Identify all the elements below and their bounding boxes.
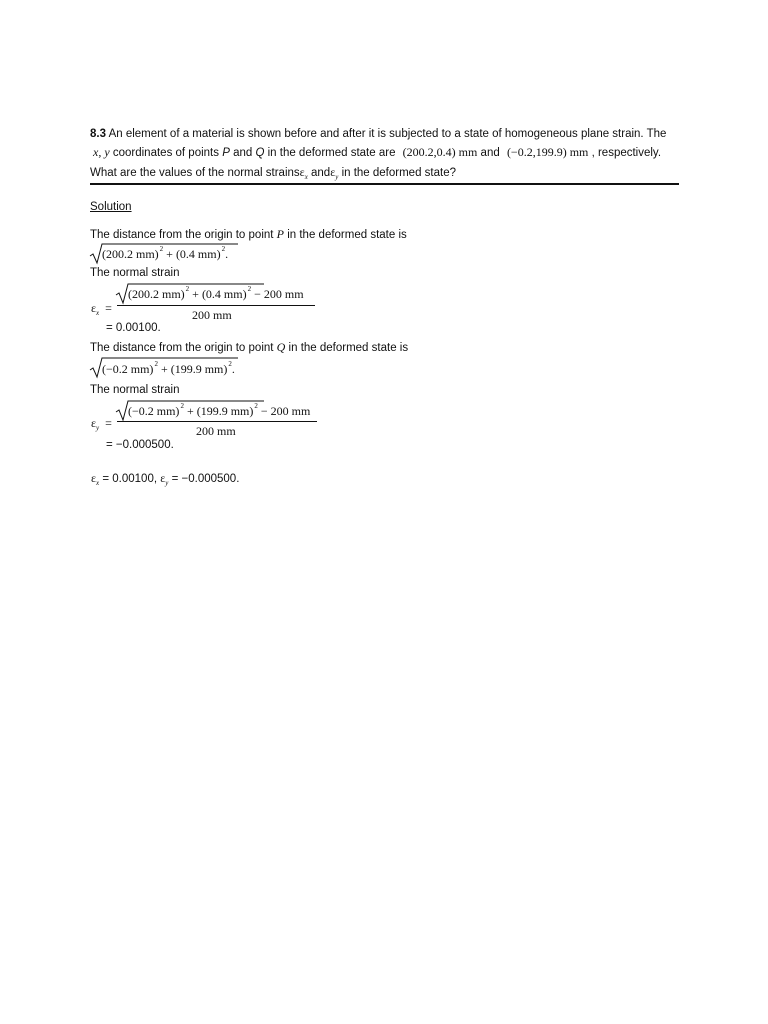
problem-text-1: An element of a material is shown before and after it is subjected to a state of homogeneous plane strain. The [108,128,667,140]
point-q: Q [255,147,265,159]
problem-line-1 [90,128,666,140]
final-ex-value: = 0.00100, [102,473,158,485]
ey-numerator: (−0.2 mm)$^2$ + (199.9 mm)$^2$ − 200 mm [128,402,311,418]
final-ey-value: = −0.000500. [171,473,240,485]
dist-q-expr: (−0.2 mm)$^2$ + (199.9 mm)$^2$. [102,360,235,376]
ex-fraction-bar [117,305,315,306]
final-eps-y: $\varepsilon_y$ [160,471,169,487]
coord-p: (200.2,0.4) mm [402,145,478,159]
ex-denominator: 200 mm [192,308,232,322]
respectively: , respectively. [591,147,662,159]
problem-text-2: coordinates of points [112,147,219,159]
coords-var: x, y [93,145,110,159]
ey-denominator: 200 mm [196,424,236,438]
dist-q-line: The distance from the origin to point Q in the deformed state is [90,340,409,354]
question-a: What are the values of the normal strains [90,167,300,179]
ex-numerator: (200.2 mm)$^2$ + (0.4 mm)$^2$ − 200 mm [128,285,304,301]
problem-text-3: in the deformed state are [267,147,396,159]
normal-strain-label-1: The normal strain [90,267,180,279]
problem-line-3 [90,165,456,180]
problem-line-2 [93,145,661,160]
eps-x: $\varepsilon_x$ [299,165,308,181]
question-b: in the deformed state? [341,167,456,179]
and-2: and [480,147,500,159]
and-3: and [311,167,331,179]
ey-fraction-bar [117,421,317,422]
divider-rule [90,183,679,185]
final-answer [91,471,239,486]
final-eps-x: $\varepsilon_x$ [91,471,100,487]
point-p: P [222,147,230,159]
dist-p-line: The distance from the origin to point P in the deformed state is [90,227,407,241]
coord-q: (−0.2,199.9) mm [506,145,589,159]
ex-result: = 0.00100. [106,322,161,334]
eps-y: $\varepsilon_y$ [330,165,339,181]
ey-lhs: $\varepsilon_y$ = [91,416,112,432]
and-1: and [233,147,253,159]
ex-lhs: $\varepsilon_x$ = [91,301,112,317]
problem-number: 8.3 [90,128,106,140]
dist-p-expr: (200.2 mm)$^2$ + (0.4 mm)$^2$. [102,245,229,261]
normal-strain-label-2: The normal strain [90,384,180,396]
ey-result: = −0.000500. [106,439,174,451]
solution-heading: Solution [90,201,132,213]
